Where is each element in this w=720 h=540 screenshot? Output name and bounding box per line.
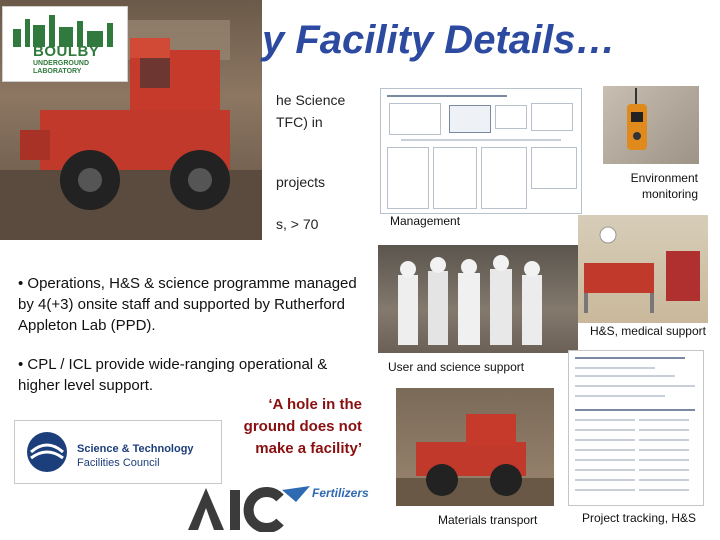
caption-materials: Materials transport bbox=[438, 513, 538, 527]
management-org-chart-image bbox=[380, 88, 582, 214]
quote bbox=[226, 394, 362, 460]
partial-text-1: he Science bbox=[276, 92, 346, 108]
boulby-logo-line2 bbox=[33, 60, 89, 76]
caption-environment: Environment monitoring bbox=[630, 171, 698, 201]
boulby-skyline-icon bbox=[3, 7, 127, 47]
boulby-logo-laboratory: LABORATORY bbox=[33, 68, 82, 75]
stfc-logo bbox=[14, 420, 222, 484]
project-tracking-document bbox=[568, 350, 704, 506]
stfc-line2: Facilities Council bbox=[77, 457, 160, 469]
quote-line-2: ground does not bbox=[243, 418, 362, 435]
transport-vehicle-illustration bbox=[396, 388, 554, 506]
caption-user-science: User and science support bbox=[388, 360, 525, 374]
gas-detector-icon bbox=[603, 86, 699, 164]
icl-tagline: Fertilizers bbox=[312, 486, 369, 500]
materials-transport-photo bbox=[396, 388, 554, 506]
bullet-support: • CPL / ICL provide wide-ranging operational & higher level support. bbox=[18, 356, 328, 394]
stfc-emblem-icon bbox=[23, 428, 71, 476]
quote-line-1: ‘A hole in the bbox=[268, 396, 362, 413]
partial-text-3: projects bbox=[276, 174, 326, 190]
partial-text-4: s, > 70 bbox=[276, 216, 319, 232]
partial-text-2: TFC) in bbox=[276, 114, 323, 130]
icl-logo bbox=[180, 484, 370, 534]
bullet-operations: • Operations, H&S & science programme managed by 4(+3) onsite staff and supported by Rutherford Appleton Lab (PPD). bbox=[18, 275, 357, 334]
boulby-logo-line1: BOULBY bbox=[33, 43, 100, 60]
medical-room-photo bbox=[578, 215, 708, 323]
boulby-logo-underground: UNDERGROUND bbox=[33, 60, 89, 67]
icl-mark-icon bbox=[184, 484, 314, 532]
caption-hs: H&S, medical support bbox=[589, 324, 706, 338]
slide-title: y Facility Details… bbox=[262, 18, 616, 62]
caption-project: Project tracking, H&S bbox=[582, 511, 697, 525]
medical-bed-illustration bbox=[578, 215, 708, 323]
environment-monitor-image bbox=[603, 86, 699, 164]
people-group-illustration bbox=[378, 245, 578, 353]
stfc-line1: Science & Technology bbox=[77, 443, 194, 455]
boulby-logo bbox=[2, 6, 128, 82]
user-science-photo bbox=[378, 245, 578, 353]
quote-line-3: make a facility’ bbox=[255, 440, 362, 457]
caption-management: Management bbox=[390, 214, 461, 228]
